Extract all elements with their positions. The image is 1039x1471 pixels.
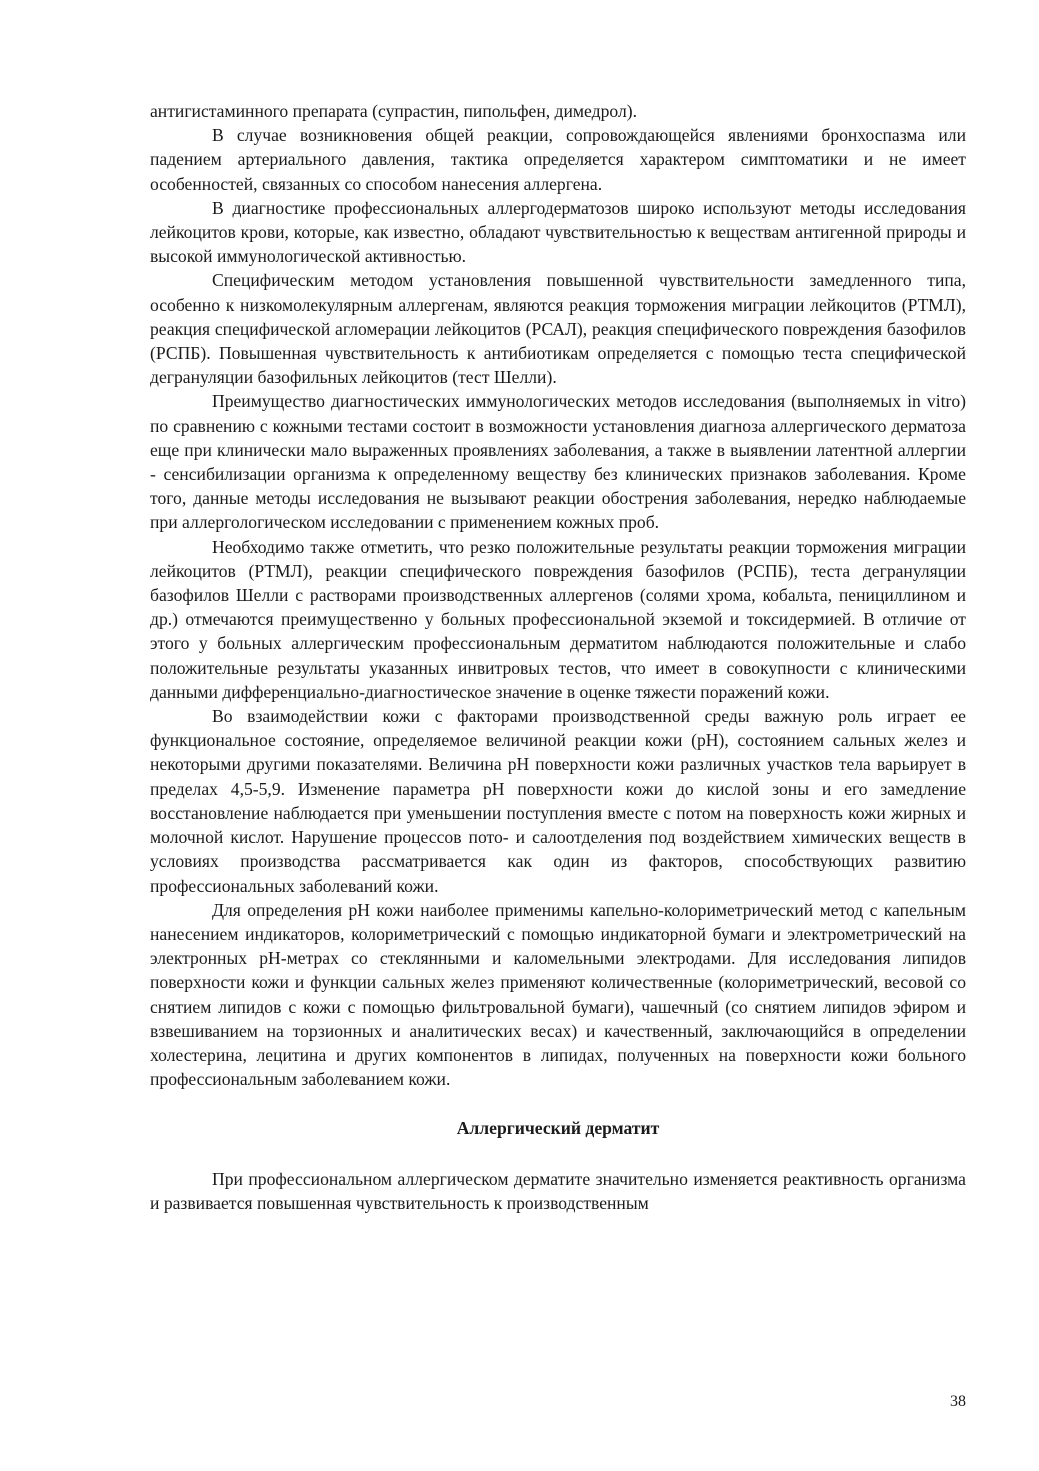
paragraph-skin-ph: Во взаимодействии кожи с факторами производственной среды важную роль играет ее функциональное состояние, определяемое величиной реакции кожи (pH), состоянием сальных желез и некоторыми другими показателями. Величина pH поверхности кожи различных участков тела варьирует в пределах 4,5-5,9. Изменение параметра pH поверхности кожи до кислой зоны и его замедление восстановление наблюдается при уменьшении поступления вместе с потом на поверхность кожи жирных и молочной кислот. Нарушение процессов пото- и салоотделения под воздействием химических веществ в условиях производства рассматривается как один из факторов, способствующих развитию профессиональных заболеваний кожи. <box>150 706 966 896</box>
paragraph-ph-methods: Для определения pH кожи наиболее применимы капельно-колориметрический метод с капельным нанесением индикаторов, колориметрический с помощью индикаторной бумаги и электрометрический на электронных pH-метрах со стеклянными и каломельными электродами. Для исследования липидов поверхности кожи и функции сальных желез применяют количественные (колориметрический, весовой со снятием липидов с кожи с помощью фильтровальной бумаги), чашечный (со снятием липидов эфиром и взвешиванием на торзионных и аналитических весах) и качественный, заключающийся в определении холестерина, лецитина и других компонентов в липидах, полученных на поверхности кожи больного профессиональным заболеванием кожи. <box>150 899 966 1090</box>
page-number: 38 <box>950 1393 966 1410</box>
paragraph-test-results: Необходимо также отметить, что резко положительные результаты реакции торможения миграции лейкоцитов (РТМЛ), реакции специфического повреждения базофилов (РСПБ), теста дегрануляции базофилов Шелли с растворами производственных аллергенов (солями хрома, кобальта, пенициллином и др.) отмечаются преимущественно у больных профессиональной экземой и токсидермией. В отличие от этого у больных аллергическим профессиональным дерматитом наблюдаются положительные и слабо положительные результаты указанных инвитровых тестов, что имеет в совокупности с клиническими данными дифференциально-диагностическое значение в оценке тяжести поражений кожи. <box>150 536 966 702</box>
section-heading: Аллергический дерматит <box>456 1118 660 1139</box>
paragraph-general-reaction: В случае возникновения общей реакции, сопровождающейся явлениями бронхоспазма или падением артериального давления, тактика определяется характером симптоматики и не имеет особенностей, связанных со способом нанесения аллергена. <box>150 125 966 194</box>
paragraph-continuation: антигистаминного препарата (супрастин, пипольфен, димедрол). <box>150 101 637 121</box>
paragraph-leukocyte-methods: В диагностике профессиональных аллергодерматозов широко используют методы исследования лейкоцитов крови, которые, как известно, обладают чувствительностью к веществам антигенной природы и высокой иммунологической активностью. <box>150 197 966 267</box>
paragraph-specific-methods: Специфическим методом установления повышенной чувствительности замедленного типа, особенно к низкомолекулярным аллергенам, являются реакция торможения миграции лейкоцитов (РТМЛ), реакция специфической агломерации лейкоцитов (РСАЛ), реакция специфического повреждения базофилов (РСПБ). Повышенная чувствительность к антибиотикам определяется с помощью теста специфической дегрануляции базофильных лейкоцитов (тест Шелли). <box>150 270 966 388</box>
paragraph-allergic-dermatitis: При профессиональном аллергическом дерматите значительно изменяется реактивность организма и развивается повышенная чувствительность к производственным <box>150 1168 966 1213</box>
paragraph-in-vitro-advantage: Преимущество диагностических иммунологических методов исследования (выполняемых in vitro) по сравнению с кожными тестами состоит в возможности установления диагноза аллергического дерматоза еще при клинически мало выраженных проявлениях заболевания, а также в выявлении латентной аллергии - сенсибилизации организма к определенному веществу без клинических признаков заболевания. Кроме того, данные методы исследования не вызывают реакции обострения заболевания, нередко наблюдаемые при аллергологическом исследовании с применением кожных проб. <box>150 391 966 533</box>
document-page <box>150 99 966 1215</box>
